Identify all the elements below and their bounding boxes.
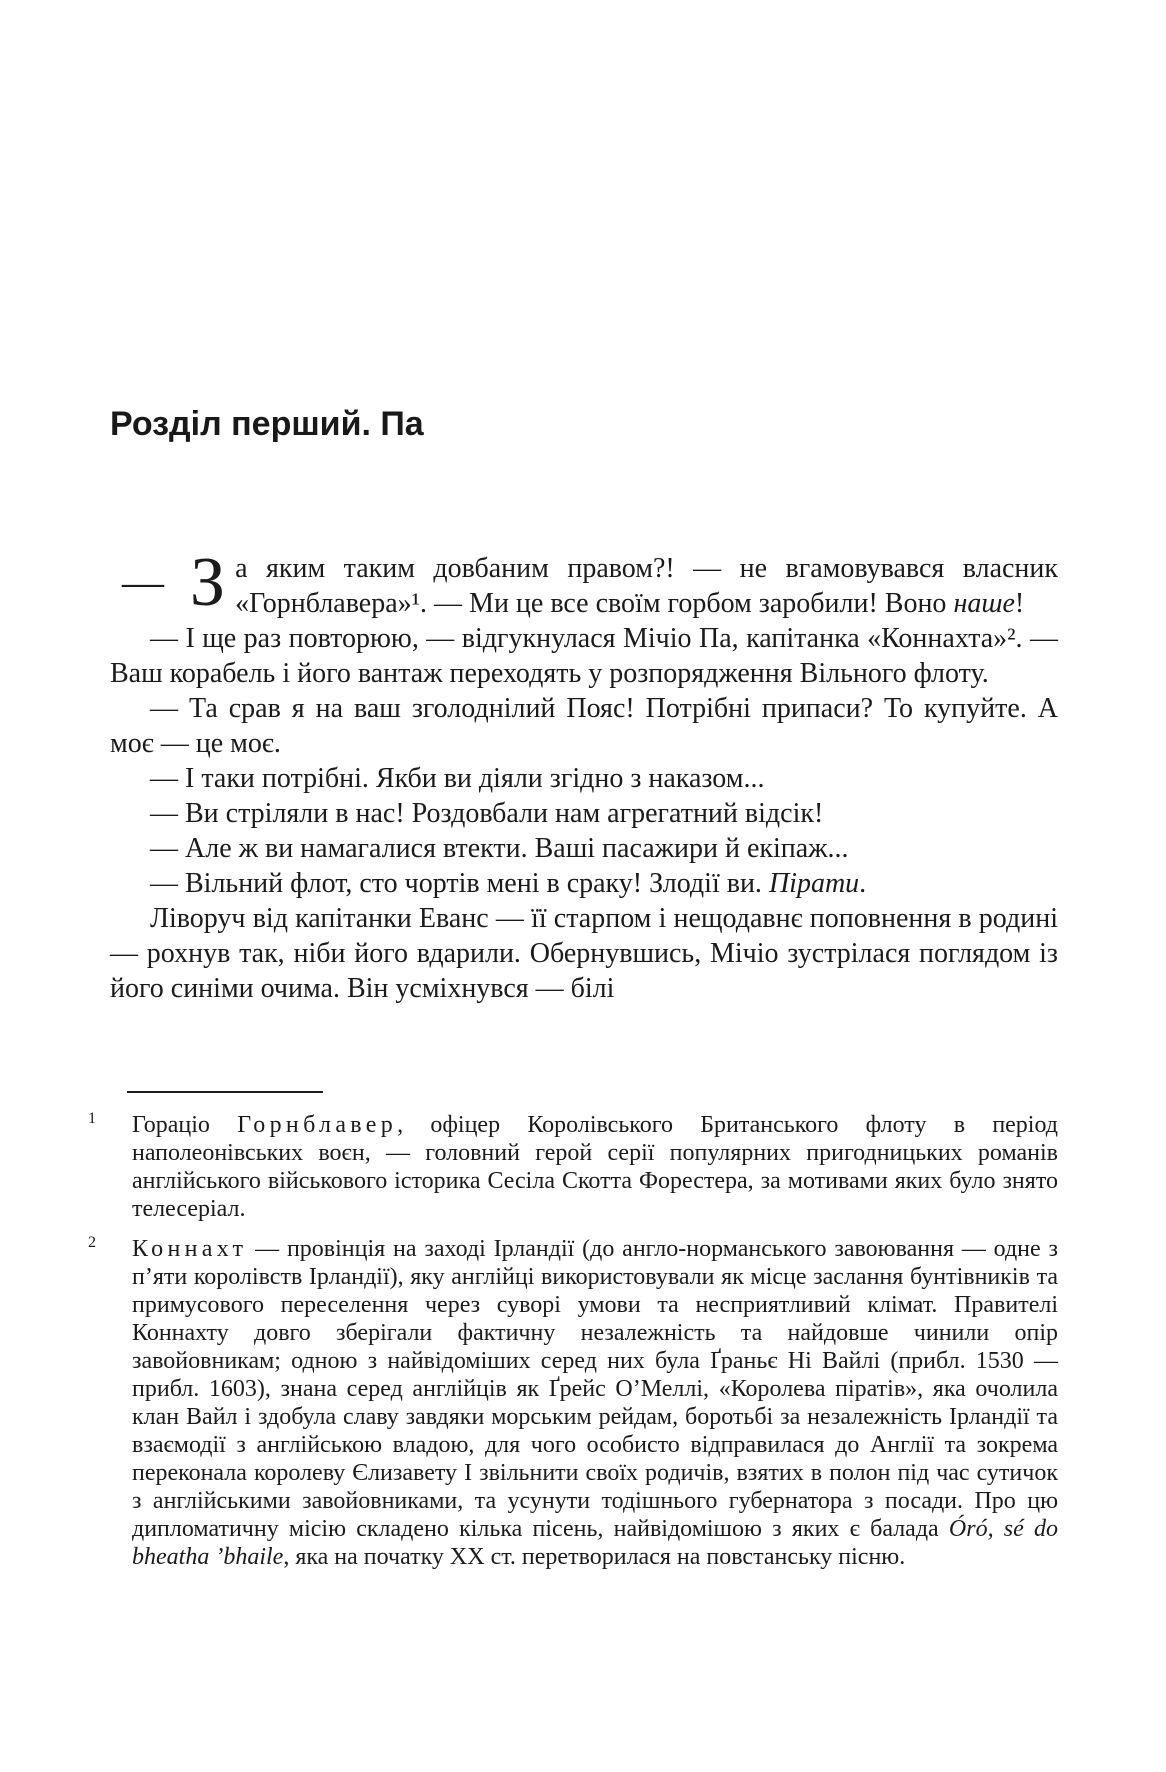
italic-text: наше	[953, 588, 1015, 619]
drop-cap	[110, 544, 235, 621]
letterspaced-term: Коннахт	[132, 1236, 248, 1262]
text-segment: .	[859, 868, 867, 899]
paragraph	[110, 796, 1058, 831]
text-segment: — Вільний флот, сто чортів мені в сраку! Злодії ви.	[150, 868, 769, 899]
paragraph	[110, 691, 1058, 761]
footnote	[88, 1105, 1058, 1223]
chapter-title: Розділ перший. Па	[110, 405, 424, 443]
paragraph	[110, 621, 1058, 691]
italic-text: Пірати	[768, 868, 860, 899]
footnote-marker: 2	[88, 1234, 96, 1251]
letterspaced-term: Горнблавер	[237, 1112, 398, 1138]
paragraph	[110, 544, 1058, 621]
text-segment: — І таки потрібні. Якби ви діяли згідно з наказом...	[150, 763, 765, 794]
footnote-separator	[127, 1091, 323, 1093]
footnote-list	[88, 1105, 1058, 1571]
drop-cap-letter: З	[190, 544, 226, 621]
text-segment: , яка на початку XX ст. перетворилася на повстанську пісню.	[283, 1544, 906, 1570]
paragraph	[110, 831, 1058, 866]
paragraph	[110, 761, 1058, 796]
text-segment: Ліворуч від капітанки Еванс — її старпом і нещодавнє поповнення в родині — рохнув так, ніби його вдарили. Обернувшись, Мічіо зустрілася поглядом із його синіми очима. Він усміхнувся — білі	[110, 903, 1058, 1004]
footnote	[88, 1229, 1058, 1571]
footnote-marker: 1	[88, 1110, 96, 1127]
italic-text: Óró, sé do bheatha ’bhaile	[132, 1516, 1058, 1570]
text-segment: а яким таким довбаним правом?! — не вгамовувався власник «Горнблавера»¹. — Ми це все своїм горбом заробили! Воно	[235, 553, 1058, 619]
paragraph	[110, 866, 1058, 901]
text-segment: — Але ж ви намагалися втекти. Ваші пасажири й екіпаж...	[150, 833, 849, 864]
text-segment: — провінція на заході Ірландії (до англо-норманського завоювання — одне з п’яти королівств Ірландії), яку англійці використовували як місце заслання бунтівників та примусового переселення через суворі умови та несприятливий клімат. Правителі Коннахту довго зберігали фактичну незалежність та найдовше чинили опір завойовникам; одною з найвідоміших серед них була Ґраньє Ні Вайлі (прибл. 1530 — прибл. 1603), знана серед англійців як Ґрейс О’Меллі, «Королева піратів», яка очолила клан Вайл і здобула славу завдяки морським рейдам, боротьбі за незалежність Ірландії та взаємодії з англійською владою, для чого особисто відправилася до Англії та зокрема переконала королеву Єлизавету I звільнити своїх родичів, взятих в полон під час сутичок з англійськими завойовниками, та усунути тодішнього губернатора з посади. Про цю дипломатичну місію складено кілька пісень, найвідомішою з яких є балада	[132, 1236, 1058, 1542]
paragraph	[110, 901, 1058, 1006]
text-segment: — І ще раз повторюю, — відгукнулася Мічіо Па, капітанка «Коннахта»². — Ваш корабель і його вантаж переходять у розпорядження Вільного флоту.	[110, 623, 1058, 689]
text-segment: !	[1014, 588, 1025, 619]
dialogue-dash: —	[122, 560, 164, 606]
text-segment: Гораціо	[132, 1112, 238, 1138]
body-text	[110, 544, 1058, 1006]
text-segment: , офіцер Королівського Британського флоту в період наполеонівських воєн, — головний герой серії популярних пригодницьких романів англійського військового історика Сесіла Скотта Форестера, за мотивами яких було знято телесеріал.	[132, 1112, 1058, 1222]
text-segment: — Ви стріляли в нас! Роздовбали нам агрегатний відсік!	[150, 798, 824, 829]
text-segment: — Та срав я на ваш зголоднілий Пояс! Потрібні припаси? То купуйте. А моє — це моє.	[110, 693, 1058, 759]
footnotes-section	[88, 1091, 1058, 1571]
